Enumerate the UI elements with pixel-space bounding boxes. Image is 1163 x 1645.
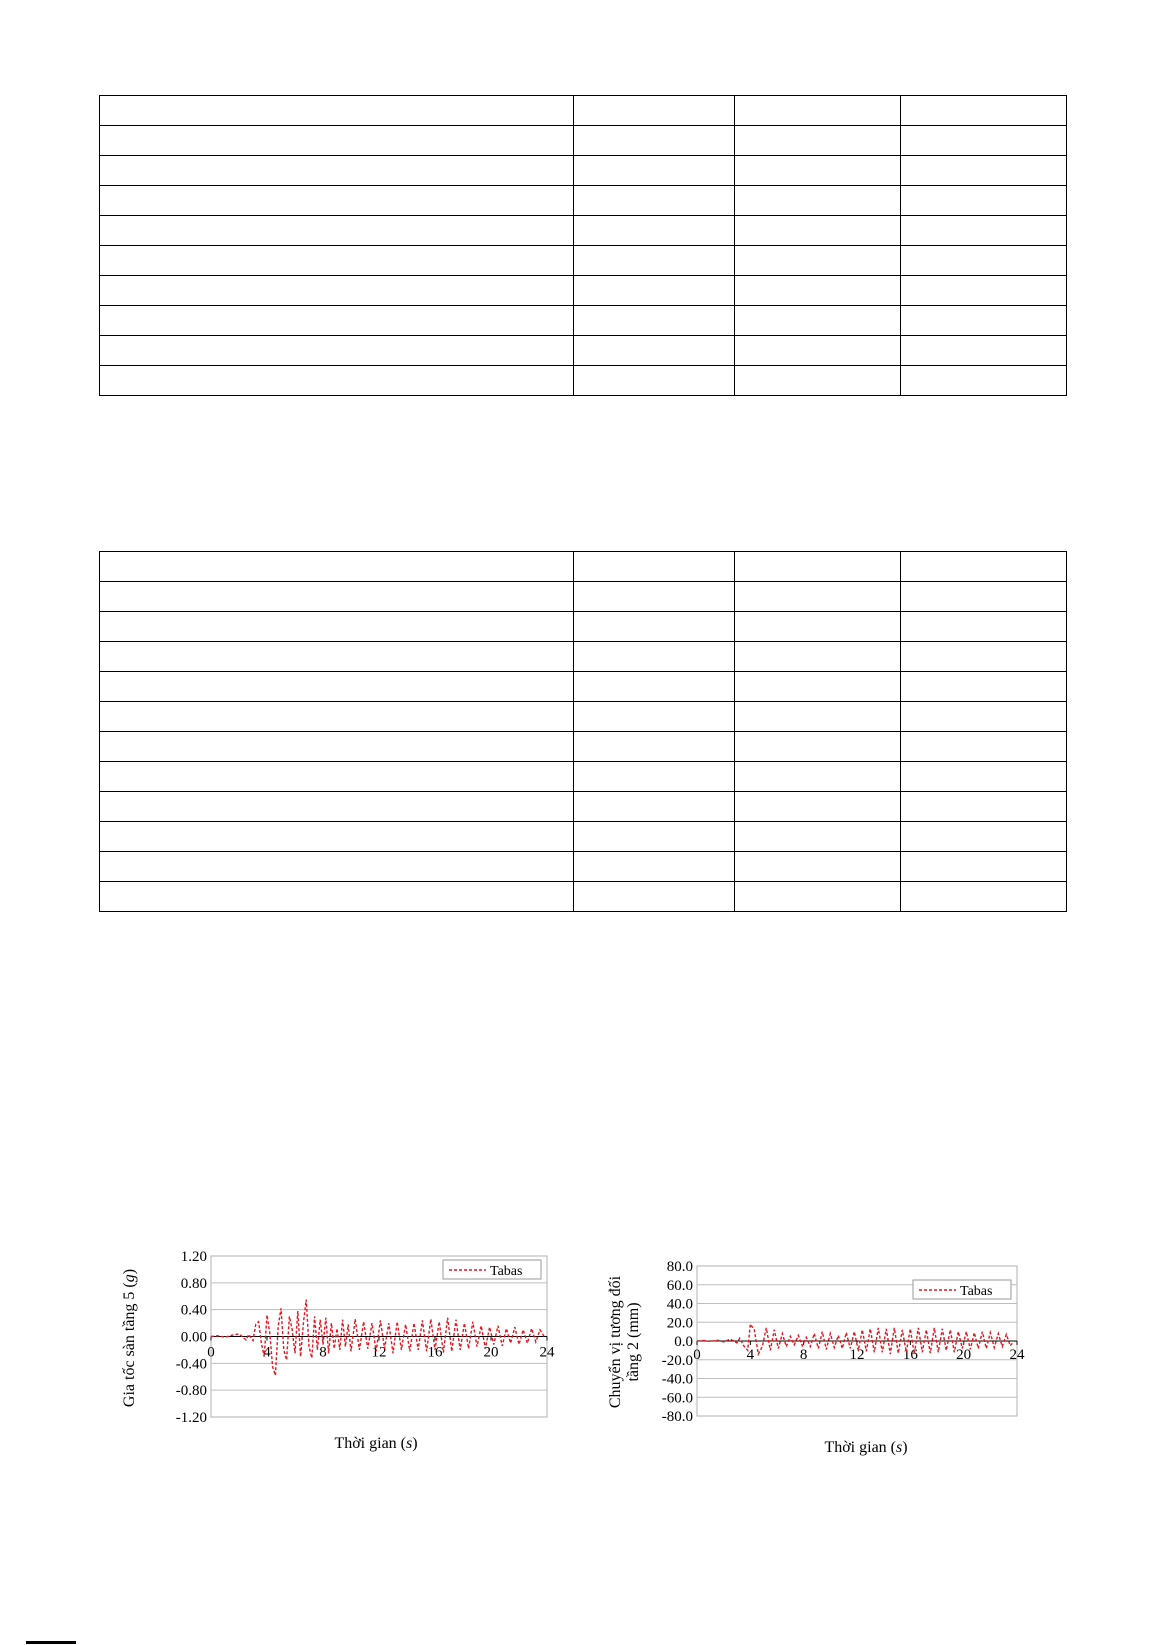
table-cell (735, 822, 901, 852)
table-cell (735, 156, 901, 186)
table-cell (901, 96, 1067, 126)
table-cell (100, 762, 574, 792)
table-cell (100, 246, 574, 276)
floor-acceleration-chart (112, 1250, 567, 1460)
y-tick-label: -1.20 (175, 1410, 207, 1426)
table-cell (901, 156, 1067, 186)
table-cell (574, 702, 735, 732)
table-row (100, 792, 1067, 822)
x-tick-label: 0 (207, 1344, 215, 1361)
table-cell (574, 336, 735, 366)
y-axis-label: Gia tốc sàn tầng 5 (g) (121, 1268, 138, 1408)
table-cell (901, 822, 1067, 852)
table-cell (901, 762, 1067, 792)
chart-2-legend (913, 1280, 1011, 1299)
table-cell (574, 216, 735, 246)
y-tick-label: 20.0 (666, 1315, 693, 1332)
table-cell (100, 156, 574, 186)
table-cell (574, 126, 735, 156)
table-cell (100, 642, 574, 672)
table-cell (735, 612, 901, 642)
table-cell (735, 552, 901, 582)
table-row (100, 96, 1067, 126)
table-cell (735, 852, 901, 882)
table-cell (100, 822, 574, 852)
table-cell (901, 612, 1067, 642)
table-cell (100, 792, 574, 822)
table-cell (574, 822, 735, 852)
x-axis-label: Thời gian (s) (824, 1439, 908, 1456)
y-tick-label: -20.0 (661, 1352, 693, 1369)
table-cell (901, 642, 1067, 672)
chart-2-y-ticks (662, 1259, 693, 1425)
table-cell (901, 702, 1067, 732)
table-row (100, 762, 1067, 792)
y-tick-label: 0.00 (180, 1329, 207, 1346)
table-cell (901, 582, 1067, 612)
y-tick-label: 60.0 (666, 1277, 693, 1294)
table-cell (100, 582, 574, 612)
table-cell (574, 612, 735, 642)
table-cell (574, 732, 735, 762)
table-row (100, 186, 1067, 216)
y-tick-label: 40.0 (666, 1296, 693, 1313)
table-1-body (100, 96, 1067, 396)
table-cell (735, 702, 901, 732)
table-row (100, 702, 1067, 732)
chart-1-legend (443, 1260, 541, 1279)
y-tick-label: 80.0 (666, 1259, 693, 1275)
table-cell (100, 732, 574, 762)
table-cell (735, 882, 901, 912)
y-tick-label: -80.0 (661, 1409, 693, 1425)
table-cell (901, 366, 1067, 396)
table-cell (901, 276, 1067, 306)
table-cell (735, 246, 901, 276)
table-cell (901, 852, 1067, 882)
table-cell (901, 882, 1067, 912)
table-cell (574, 366, 735, 396)
table-cell (574, 186, 735, 216)
x-tick-label: 4 (746, 1347, 755, 1363)
table-row (100, 276, 1067, 306)
table-cell (574, 552, 735, 582)
table-cell (100, 306, 574, 336)
table-cell (735, 126, 901, 156)
x-tick-label: 8 (319, 1344, 327, 1361)
legend-label: Tabas (490, 1264, 523, 1279)
y-tick-label: 0.0 (674, 1334, 693, 1350)
table-cell (100, 672, 574, 702)
table-cell (735, 186, 901, 216)
y-axis-label-line-2: tầng 2 (mm) (625, 1302, 642, 1382)
y-tick-label: -0.40 (175, 1356, 207, 1373)
table-cell (100, 366, 574, 396)
table-cell (735, 672, 901, 702)
table-cell (574, 762, 735, 792)
table-cell (901, 552, 1067, 582)
x-tick-label: 24 (539, 1344, 555, 1361)
table-cell (735, 216, 901, 246)
chart-1-y-ticks (176, 1250, 207, 1426)
table-cell (901, 216, 1067, 246)
data-table-2 (99, 551, 1067, 912)
table-row (100, 366, 1067, 396)
y-tick-label: 1.20 (180, 1250, 207, 1265)
chart-2-svg (592, 1258, 1037, 1464)
table-cell (735, 96, 901, 126)
table-cell (100, 216, 574, 246)
table-cell (901, 306, 1067, 336)
table-cell (100, 852, 574, 882)
table-row (100, 642, 1067, 672)
table-row (100, 732, 1067, 762)
table-row (100, 336, 1067, 366)
x-tick-label: 12 (371, 1344, 387, 1361)
table-row (100, 126, 1067, 156)
table-cell (100, 882, 574, 912)
table-row (100, 822, 1067, 852)
table-cell (100, 702, 574, 732)
table-cell (901, 672, 1067, 702)
y-tick-label: -0.80 (175, 1383, 207, 1400)
table-cell (901, 732, 1067, 762)
table-cell (901, 246, 1067, 276)
x-tick-label: 20 (956, 1347, 972, 1363)
data-table-1 (99, 95, 1067, 396)
y-tick-label: 0.80 (180, 1275, 207, 1292)
x-tick-label: 0 (693, 1347, 701, 1363)
table-cell (735, 336, 901, 366)
table-row (100, 246, 1067, 276)
table-row (100, 582, 1067, 612)
table-cell (574, 582, 735, 612)
table-cell (735, 792, 901, 822)
x-axis-label: Thời gian (s) (334, 1435, 418, 1452)
table-cell (574, 96, 735, 126)
x-tick-label: 24 (1009, 1347, 1025, 1363)
table-2-body (100, 552, 1067, 912)
table-cell (100, 336, 574, 366)
table-row (100, 612, 1067, 642)
table-cell (574, 882, 735, 912)
y-tick-label: 0.40 (180, 1302, 207, 1319)
page-footer-mark (26, 1641, 76, 1644)
x-tick-label: 16 (427, 1344, 443, 1361)
table-cell (901, 336, 1067, 366)
table-cell (901, 792, 1067, 822)
table-cell (735, 306, 901, 336)
table-cell (100, 552, 574, 582)
table-cell (574, 792, 735, 822)
table-cell (574, 306, 735, 336)
table-cell (100, 276, 574, 306)
table-cell (100, 612, 574, 642)
table-cell (574, 156, 735, 186)
legend-label: Tabas (960, 1284, 993, 1299)
table-cell (574, 246, 735, 276)
table-cell (574, 672, 735, 702)
table-cell (735, 762, 901, 792)
table-cell (735, 732, 901, 762)
table-cell (901, 126, 1067, 156)
y-tick-label: -40.0 (661, 1371, 693, 1388)
x-tick-label: 12 (849, 1347, 865, 1363)
table-cell (735, 582, 901, 612)
table-cell (100, 126, 574, 156)
table-row (100, 552, 1067, 582)
interstory-drift-chart (592, 1258, 1037, 1464)
table-row (100, 306, 1067, 336)
table-cell (735, 366, 901, 396)
table-cell (574, 642, 735, 672)
table-row (100, 216, 1067, 246)
table-row (100, 882, 1067, 912)
table-row (100, 852, 1067, 882)
table-row (100, 672, 1067, 702)
x-tick-label: 8 (799, 1347, 808, 1363)
x-tick-label: 20 (483, 1344, 499, 1361)
table-cell (735, 276, 901, 306)
chart-1-svg (112, 1250, 567, 1460)
table-row (100, 156, 1067, 186)
table-cell (100, 186, 574, 216)
table-cell (100, 96, 574, 126)
x-tick-label: 4 (263, 1344, 271, 1361)
table-cell (574, 276, 735, 306)
table-cell (574, 852, 735, 882)
table-cell (735, 642, 901, 672)
x-tick-label: 16 (902, 1347, 918, 1363)
y-axis-label-line-1: Chuyển vị tương đối (607, 1275, 624, 1409)
table-cell (901, 186, 1067, 216)
y-tick-label: -60.0 (661, 1390, 693, 1407)
